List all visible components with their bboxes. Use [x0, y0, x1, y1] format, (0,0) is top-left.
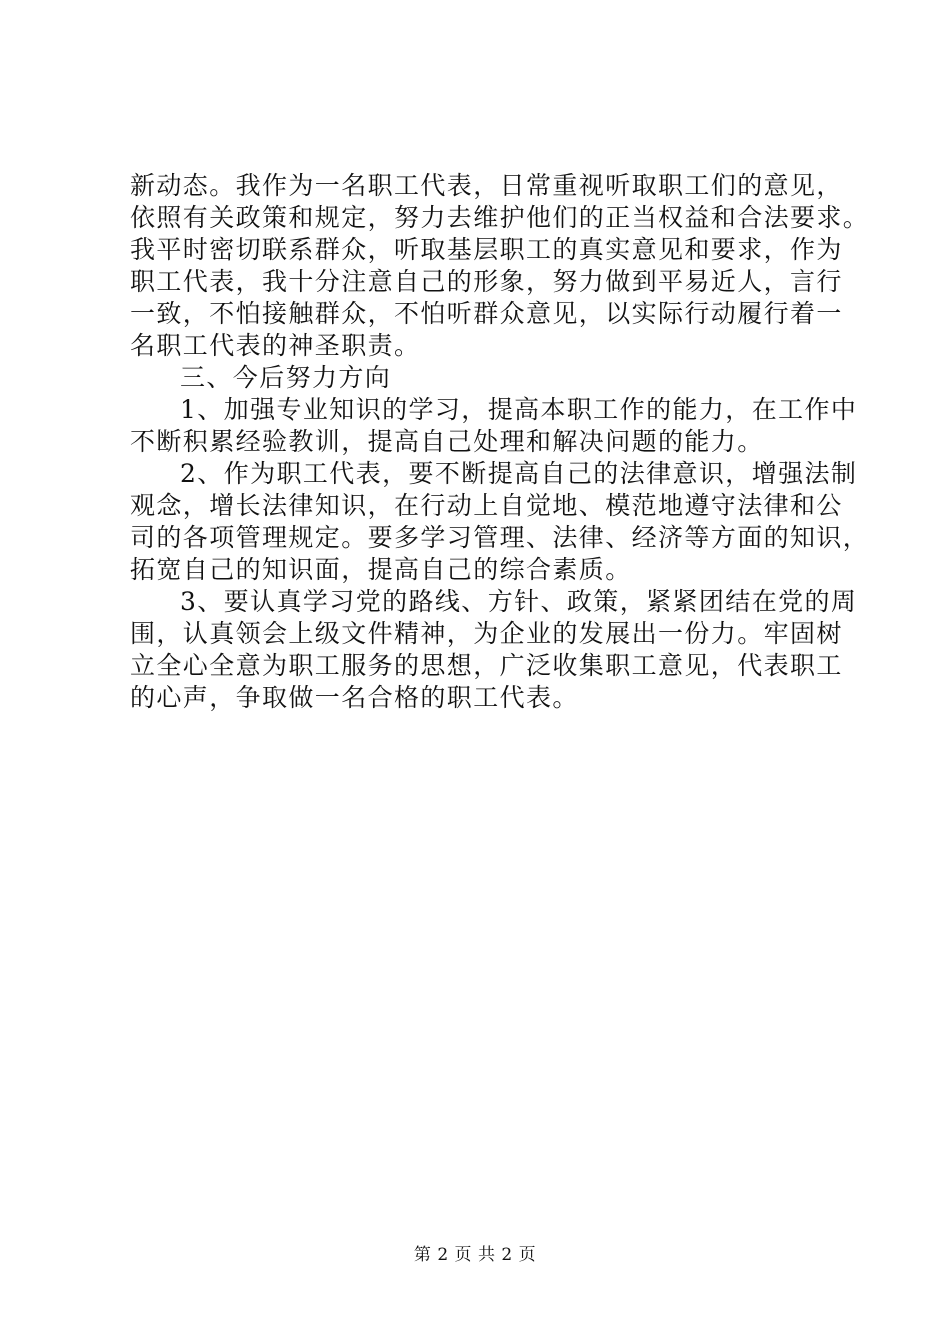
- page-number-footer: 第 2 页 共 2 页: [413, 1245, 537, 1265]
- body-line: 观念，增长法律知识，在行动上自觉地、模范地遵守法律和公: [130, 491, 843, 520]
- body-line: 我平时密切联系群众，听取基层职工的真实意见和要求，作为: [130, 235, 843, 264]
- body-line: 的心声，争取做一名合格的职工代表。: [130, 683, 579, 712]
- body-line: 一致，不怕接触群众，不怕听群众意见，以实际行动履行着一: [130, 299, 843, 328]
- body-line: 职工代表，我十分注意自己的形象，努力做到平易近人，言行: [130, 267, 843, 296]
- document-body: [130, 170, 870, 714]
- body-line: 3、要认真学习党的路线、方针、政策，紧紧团结在党的周: [180, 587, 858, 616]
- body-line: 2、作为职工代表，要不断提高自己的法律意识，增强法制: [180, 459, 858, 488]
- body-line: 不断积累经验教训，提高自己处理和解决问题的能力。: [130, 427, 764, 456]
- body-line: 名职工代表的神圣职责。: [130, 331, 421, 360]
- body-line: 围，认真领会上级文件精神，为企业的发展出一份力。牢固树: [130, 619, 843, 648]
- body-line: 拓宽自己的知识面，提高自己的综合素质。: [130, 555, 632, 584]
- body-line: 立全心全意为职工服务的思想，广泛收集职工意见，代表职工: [130, 651, 843, 680]
- body-line: 依照有关政策和规定，努力去维护他们的正当权益和合法要求。: [130, 203, 870, 232]
- body-line: 新动态。我作为一名职工代表，日常重视听取职工们的意见，: [130, 171, 843, 200]
- section-heading: 三、今后努力方向: [180, 363, 392, 392]
- body-line: 1、加强专业知识的学习，提高本职工作的能力，在工作中: [180, 395, 858, 424]
- body-line: 司的各项管理规定。要多学习管理、法律、经济等方面的知识，: [130, 523, 870, 552]
